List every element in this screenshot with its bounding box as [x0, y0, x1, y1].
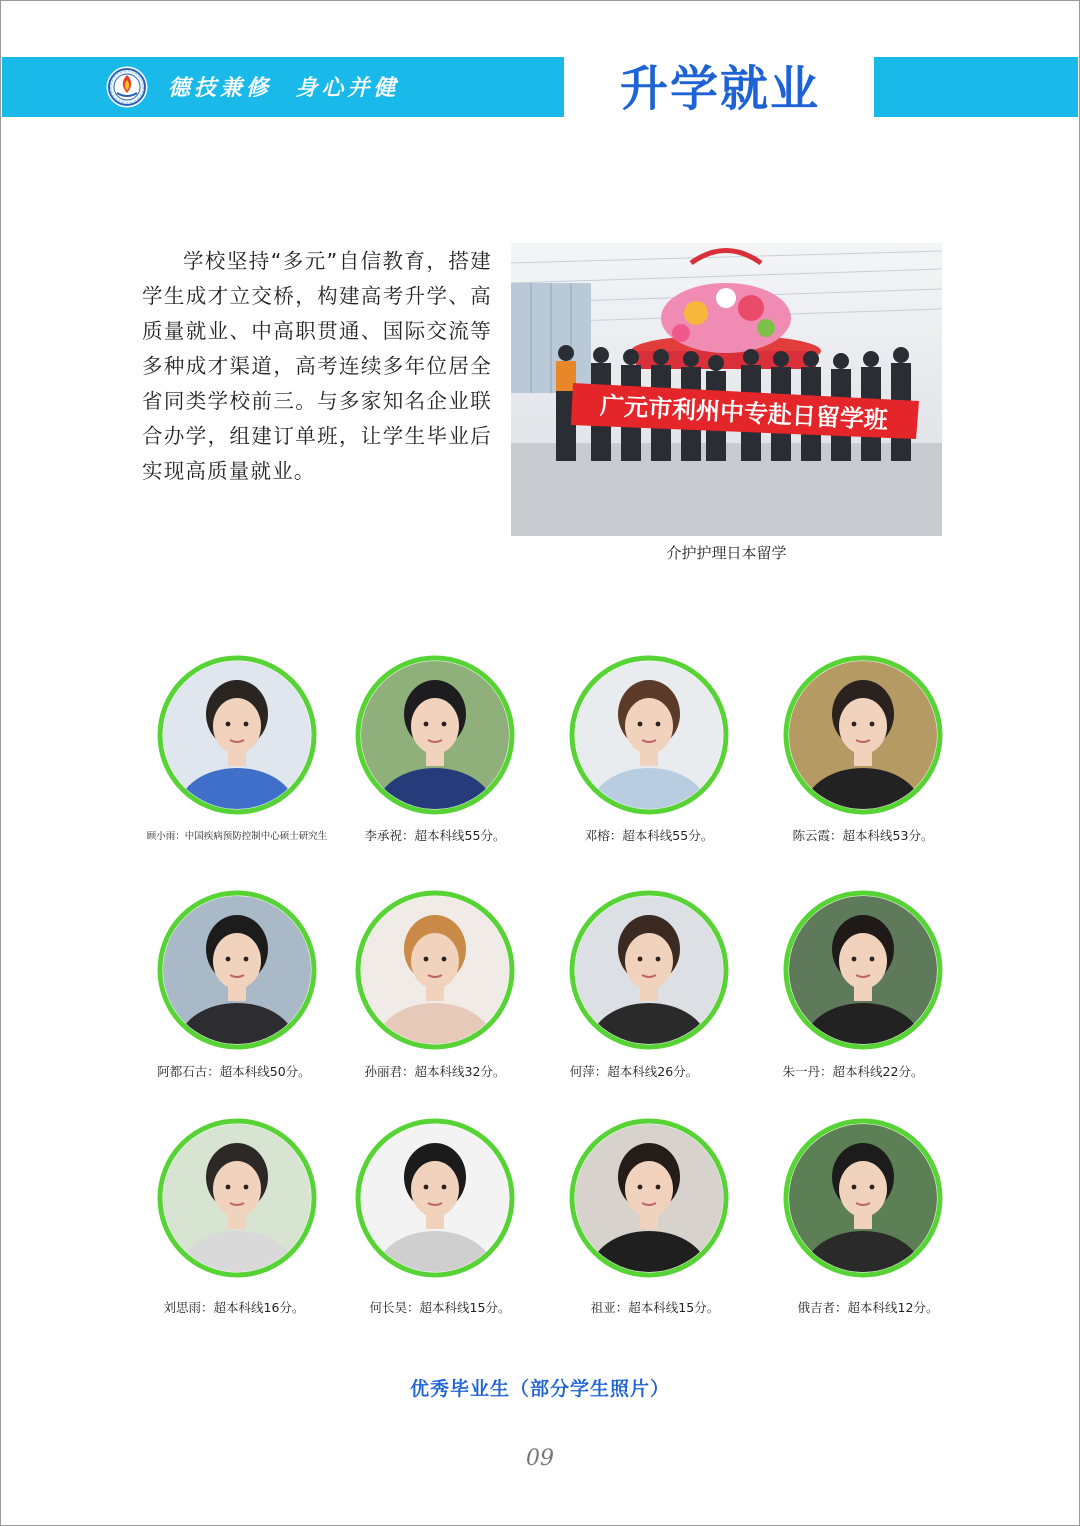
graduate-caption: 顾小雨：中国疾病预防控制中心硕士研究生 — [146, 831, 328, 842]
graduate-portrait — [352, 652, 518, 818]
graduate-caption: 阿都石古：超本科线50分。 — [157, 1064, 311, 1079]
graduate-portrait — [566, 887, 732, 1053]
graduate-caption: 俄吉者：超本科线12分。 — [797, 1300, 939, 1315]
gallery-title: 优秀毕业生（部分学生照片） — [409, 1378, 670, 1400]
graduate-portrait — [780, 652, 946, 818]
graduate-portrait — [352, 887, 518, 1053]
graduate-caption: 邓榕：超本科线55分。 — [584, 828, 714, 843]
banner-text: 广元市利州中专赴日留学班 — [599, 391, 889, 435]
graduate-portrait — [154, 1115, 320, 1281]
graduate-portrait — [780, 887, 946, 1053]
school-motto: 德技兼修 身心并健 — [168, 75, 400, 101]
graduate-portrait — [352, 1115, 518, 1281]
graduate-caption: 刘思雨：超本科线16分。 — [163, 1300, 305, 1315]
intro-paragraph: 学校坚持“多元”自信教育，搭建学生成才立交桥，构建高考升学、高质量就业、中高职贯通、国际交流等多种成才渠道，高考连续多年位居全省同类学校前三。与多家知名企业联合办学，组建订单班，让学生毕业后实现高质量就业。 — [142, 249, 492, 483]
graduate-caption: 何萍：超本科线26分。 — [569, 1064, 699, 1079]
graduate-portrait — [780, 1115, 946, 1281]
graduate-caption: 朱一丹：超本科线22分。 — [782, 1064, 924, 1079]
page-title: 升学就业 — [619, 61, 820, 117]
graduate-caption: 李承祝：超本科线55分。 — [364, 828, 506, 843]
group-photo — [511, 243, 942, 536]
graduate-caption: 祖亚：超本科线15分。 — [590, 1300, 720, 1315]
graduate-caption: 陈云霞：超本科线53分。 — [792, 828, 934, 843]
graduate-caption: 何长昊：超本科线15分。 — [369, 1300, 511, 1315]
photo-caption: 介护护理日本留学 — [666, 544, 787, 562]
page-number: 09 — [526, 1446, 554, 1471]
header-band-right — [874, 57, 1078, 117]
graduate-portrait — [154, 887, 320, 1053]
graduate-portrait — [566, 1115, 732, 1281]
graduate-portrait — [154, 652, 320, 818]
school-logo-icon — [106, 66, 148, 108]
graduate-portrait — [566, 652, 732, 818]
graduate-caption: 孙丽君：超本科线32分。 — [364, 1064, 506, 1079]
